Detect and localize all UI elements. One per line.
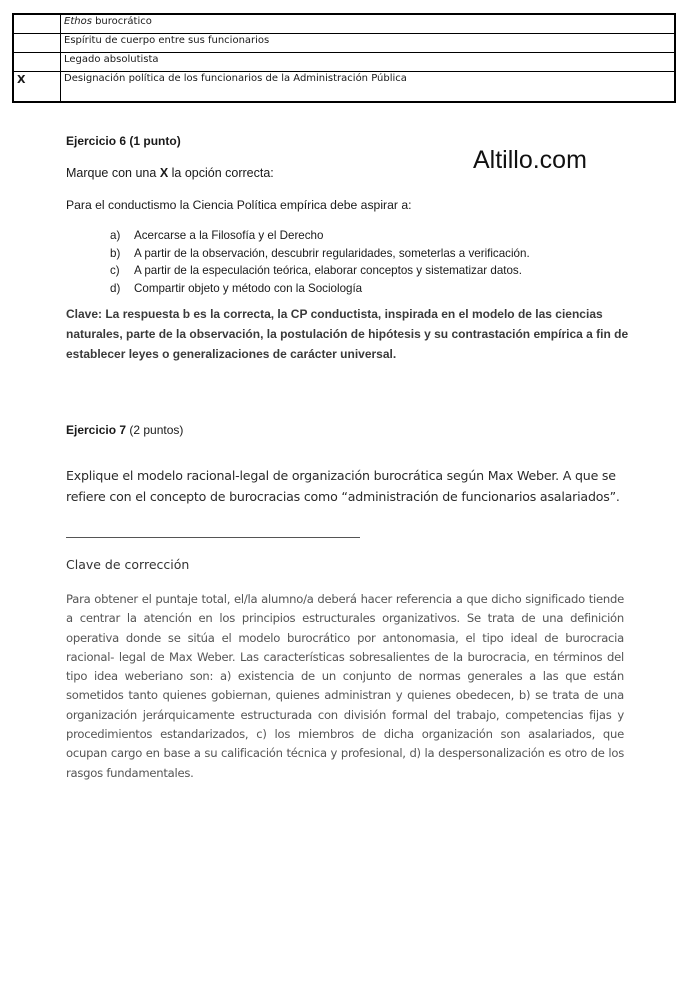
mark-cell — [13, 14, 61, 34]
ex7-clave-label: Clave de corrección — [66, 557, 190, 572]
ex7-points: (2 puntos) — [126, 423, 184, 437]
ex6-instruction — [66, 166, 632, 180]
list-item — [110, 245, 530, 263]
ex6-clave: Clave: La respuesta b es la correcta, la CP conductista, inspirada en el modelo de las ciencias naturales, parte de la observación, la postulación de hipótesis y su contrastación empírica a fin de establecer leyes o generalizaciones de carácter universal. — [66, 307, 629, 361]
table-row — [13, 53, 675, 72]
option-cell — [61, 34, 676, 53]
instruction-x: X — [159, 166, 169, 180]
divider-line — [66, 537, 360, 538]
option-text: Compartir objeto y método con la Sociología — [134, 281, 363, 295]
option-letter: d) — [110, 281, 121, 295]
instruction-text: la opción correcta: — [168, 166, 274, 180]
ex6-question: Para el conductismo la Ciencia Política empírica debe aspirar a: — [66, 198, 412, 212]
option-text: Espíritu de cuerpo entre sus funcionarios — [64, 35, 270, 46]
mark-cell — [13, 53, 61, 72]
table-row — [13, 34, 675, 53]
list-item — [110, 280, 530, 298]
option-letter: a) — [110, 229, 121, 242]
ex7-answer: Para obtener el puntaje total, el/la alumno/a deberá hacer referencia a que dicho significado tiende a centrar la atención en los principios estructurales organizativos. Se trata de una definición operativa donde se sitúa el modelo burocrático por antonomasia, el tipo ideal de burocracia racional- legal de Max Weber. Las características sobresalientes de la burocracia, en términos del tipo idea weberiano son: a) existencia de un conjunto de normas generales a las que están sometidos tanto quienes gobiernan, quienes administran y quienes obedecen, b) se trata de una organización jerárquicamente estructurada con división formal del trabajo, competencias fijas y procedimientos estandarizados, c) los miembros de dicha organización son asalariados, que ocupan cargo en base a su calificación técnica y profesional, d) la despersonalización es otro de los rasgos fundamentales. — [66, 592, 624, 780]
list-item — [110, 262, 530, 280]
option-cell — [61, 14, 676, 34]
ex7-title-text: Ejercicio 7 — [66, 423, 127, 437]
mark-cell — [13, 34, 61, 53]
ex7-question: Explique el modelo racional-legal de organización burocrática según Max Weber. A que se refiere con el concepto de burocracias como “administración de funcionarios asalariados”. — [66, 468, 620, 504]
option-cell — [61, 53, 676, 72]
options-table — [12, 13, 676, 103]
option-text: A partir de la especulación teórica, elaborar conceptos y sistematizar datos. — [134, 264, 522, 277]
ex6-options — [110, 227, 530, 297]
ex6-title: Ejercicio 6 (1 punto) — [66, 134, 181, 148]
option-cell — [61, 72, 676, 103]
option-letter: c) — [110, 264, 120, 277]
ex7-title — [66, 423, 632, 437]
option-text: Designación política de los funcionarios de la Administración Pública — [64, 73, 407, 84]
option-text: burocrático — [91, 16, 152, 27]
option-text: Legado absolutista — [64, 54, 159, 65]
instruction-text: Marque con una — [66, 166, 160, 180]
option-text: Acercarse a la Filosofía y el Derecho — [134, 229, 324, 242]
list-item — [110, 227, 530, 245]
option-text: A partir de la observación, descubrir regularidades, someterlas a verificación. — [134, 246, 530, 260]
mark-cell: X — [13, 72, 61, 103]
option-em: Ethos — [64, 16, 92, 27]
watermark: Altillo.com — [473, 146, 587, 174]
table-row — [13, 72, 675, 103]
option-letter: b) — [110, 246, 121, 260]
table-row — [13, 14, 675, 34]
